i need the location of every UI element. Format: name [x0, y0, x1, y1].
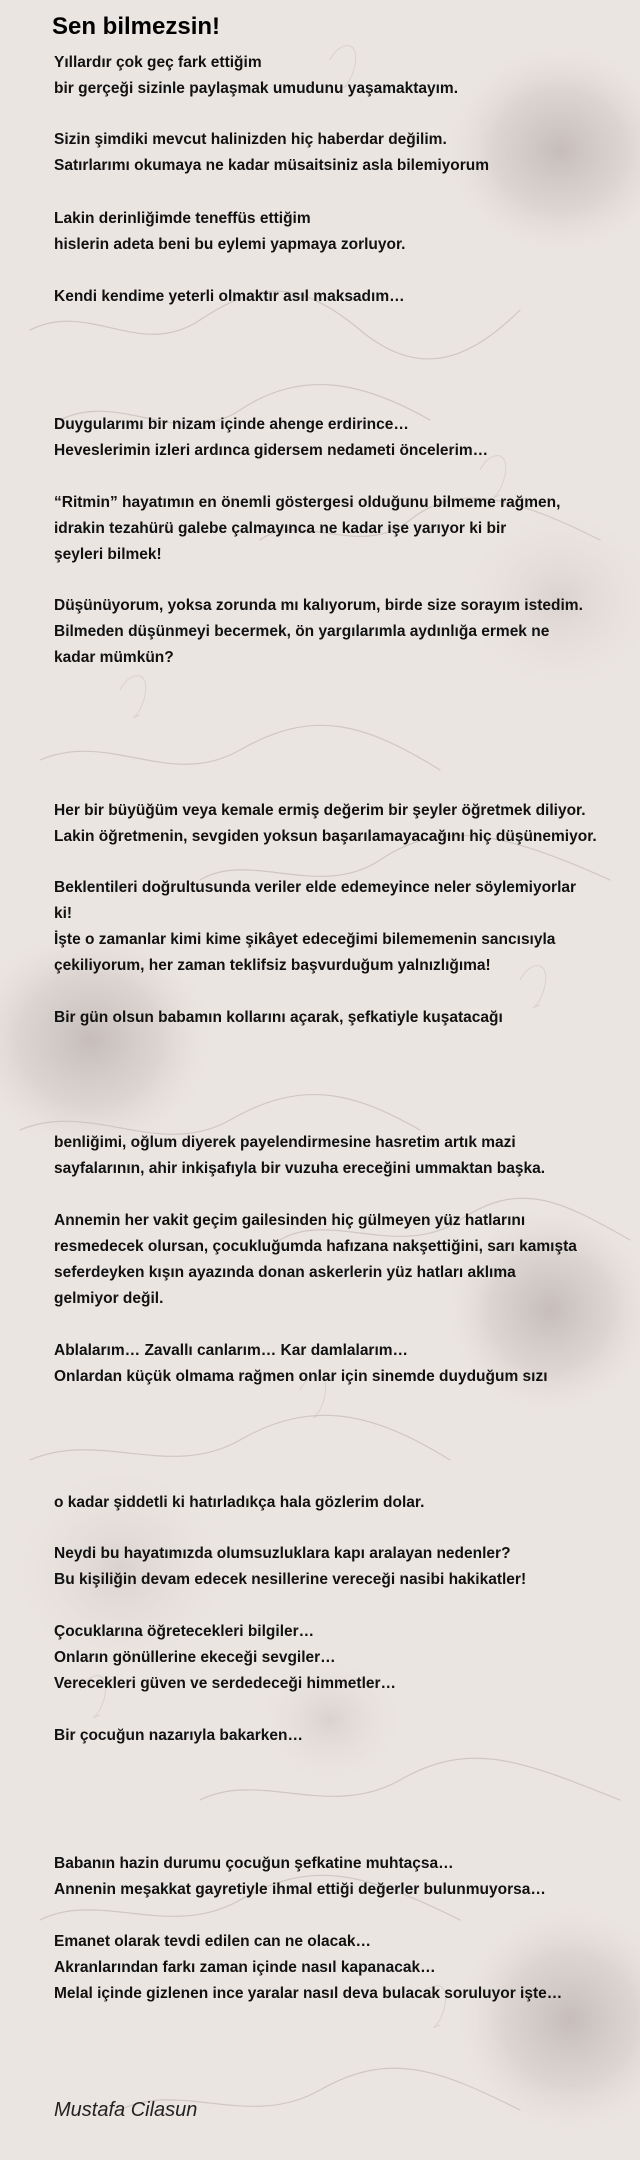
poem-line: kadar mümkün?	[54, 649, 174, 666]
poem-line: Beklentileri doğrultusunda veriler elde edemeyince neler söylemiyorlar	[54, 879, 577, 896]
poem-line: idrakin tezahürü galebe çalmayınca ne kadar işe yarıyor ki bir	[54, 520, 507, 537]
stanza	[54, 1541, 614, 1593]
poem-line: Emanet olarak tevdi edilen can ne olacak…	[54, 1933, 372, 1950]
poem-line: Lakin derinliğimde teneffüs ettiğim	[54, 210, 311, 227]
poem-line: bir gerçeği sizinle paylaşmak umudunu yaşamaktayım.	[54, 80, 459, 97]
stanza	[54, 490, 614, 568]
poem-line: Sizin şimdiki mevcut halinizden hiç haberdar değilim.	[54, 131, 447, 148]
poem-line: Annemin her vakit geçim gailesinden hiç gülmeyen yüz hatlarını	[54, 1212, 526, 1229]
poem-line: Bir çocuğun nazarıyla bakarken…	[54, 1727, 303, 1744]
stanza	[54, 875, 614, 979]
poem-line: seferdeyken kışın ayazında donan askerlerin yüz hatları aklıma	[54, 1264, 516, 1281]
poem-line: Neydi bu hayatımızda olumsuzluklara kapı aralayan nedenler?	[54, 1545, 511, 1562]
stanza	[54, 1338, 614, 1390]
poem-line: Babanın hazin durumu çocuğun şefkatine muhtaçsa…	[54, 1855, 454, 1872]
stanza	[54, 593, 614, 671]
poem-line: resmedecek olursan, çocukluğumda hafızana nakşettiğini, sarı kamışta	[54, 1238, 577, 1255]
poem-line: şeyleri bilmek!	[54, 546, 162, 563]
stanza	[54, 1851, 614, 1903]
poem-title: Sen bilmezsin!	[52, 13, 221, 40]
poem-line: Bu kişiliğin devam edecek nesillerine vereceği nasibi hakikatler!	[54, 1571, 527, 1588]
poem-line: Akranlarından farkı zaman içinde nasıl kapanacak…	[54, 1959, 436, 1976]
poem-line: Bir gün olsun babamın kollarını açarak, şefkatiyle kuşatacağı	[54, 1009, 503, 1026]
poem-line: ki!	[54, 905, 73, 922]
poem-line: Verecekleri güven ve serdedeceği himmetler…	[54, 1675, 397, 1692]
poem-line: benliğimi, oğlum diyerek payelendirmesine hasretim artık mazi	[54, 1134, 516, 1151]
stanza	[54, 206, 614, 258]
poem-line: Duygularımı bir nizam içinde ahenge erdirince…	[54, 416, 409, 433]
poem-line: Düşünüyorum, yoksa zorunda mı kalıyorum, birde size sorayım istedim.	[54, 597, 583, 614]
stanza	[54, 1723, 614, 1749]
stanza	[54, 1929, 614, 2007]
poem-line: Kendi kendime yeterli olmaktır asıl maksadım…	[54, 288, 405, 305]
stanza	[54, 127, 614, 179]
poem-line: Heveslerimin izleri ardınca gidersem nedameti öncelerim…	[54, 442, 489, 459]
poem-line: “Ritmin” hayatımın en önemli göstergesi olduğunu bilmeme rağmen,	[54, 494, 561, 511]
poem-line: Yıllardır çok geç fark ettiğim	[54, 54, 262, 71]
poem-author: Mustafa Cilasun	[54, 2099, 198, 2121]
poem-line: o kadar şiddetli ki hatırladıkça hala gözlerim dolar.	[54, 1494, 425, 1511]
stanza	[54, 1130, 614, 1182]
poem-line: Satırlarımı okumaya ne kadar müsaitsiniz asla bilemiyorum	[54, 157, 490, 174]
stanza	[54, 50, 614, 102]
poem-line: İşte o zamanlar kimi kime şikâyet edeceğimi bilememenin sancısıyla	[54, 931, 556, 948]
poem-line: çekiliyorum, her zaman teklifsiz başvurduğum yalnızlığıma!	[54, 957, 491, 974]
poem-line: Onlardan küçük olmama rağmen onlar için sinemde duyduğum sızı	[54, 1368, 548, 1385]
stanza	[54, 798, 614, 850]
poem-line: Lakin öğretmenin, sevgiden yoksun başarılamayacağını hiç düşünemiyor.	[54, 828, 597, 845]
stanza	[54, 1619, 614, 1697]
stanza	[54, 1005, 614, 1031]
stanza	[54, 1208, 614, 1312]
poem-line: sayfalarının, ahir inkişafıyla bir vuzuha ereceğini ummaktan başka.	[54, 1160, 546, 1177]
stanza	[54, 284, 614, 310]
poem-line: Her bir büyüğüm veya kemale ermiş değerim bir şeyler öğretmek diliyor.	[54, 802, 586, 819]
poem-line: Çocuklarına öğretecekleri bilgiler…	[54, 1623, 315, 1640]
stanza	[54, 412, 614, 464]
poem-line: hislerin adeta beni bu eylemi yapmaya zorluyor.	[54, 236, 406, 253]
poem-line: Ablalarım… Zavallı canlarım… Kar damlalarım…	[54, 1342, 409, 1359]
poem-line: Bilmeden düşünmeyi becermek, ön yargılarımla aydınlığa ermek ne	[54, 623, 550, 640]
stanza	[54, 1490, 614, 1516]
poem-line: Onların gönüllerine ekeceği sevgiler…	[54, 1649, 336, 1666]
poem-line: gelmiyor değil.	[54, 1290, 164, 1307]
poem-line: Melal içinde gizlenen ince yaralar nasıl deva bulacak soruluyor işte…	[54, 1985, 563, 2002]
poem-line: Annenin meşakkat gayretiyle ihmal ettiği değerler bulunmuyorsa…	[54, 1881, 546, 1898]
